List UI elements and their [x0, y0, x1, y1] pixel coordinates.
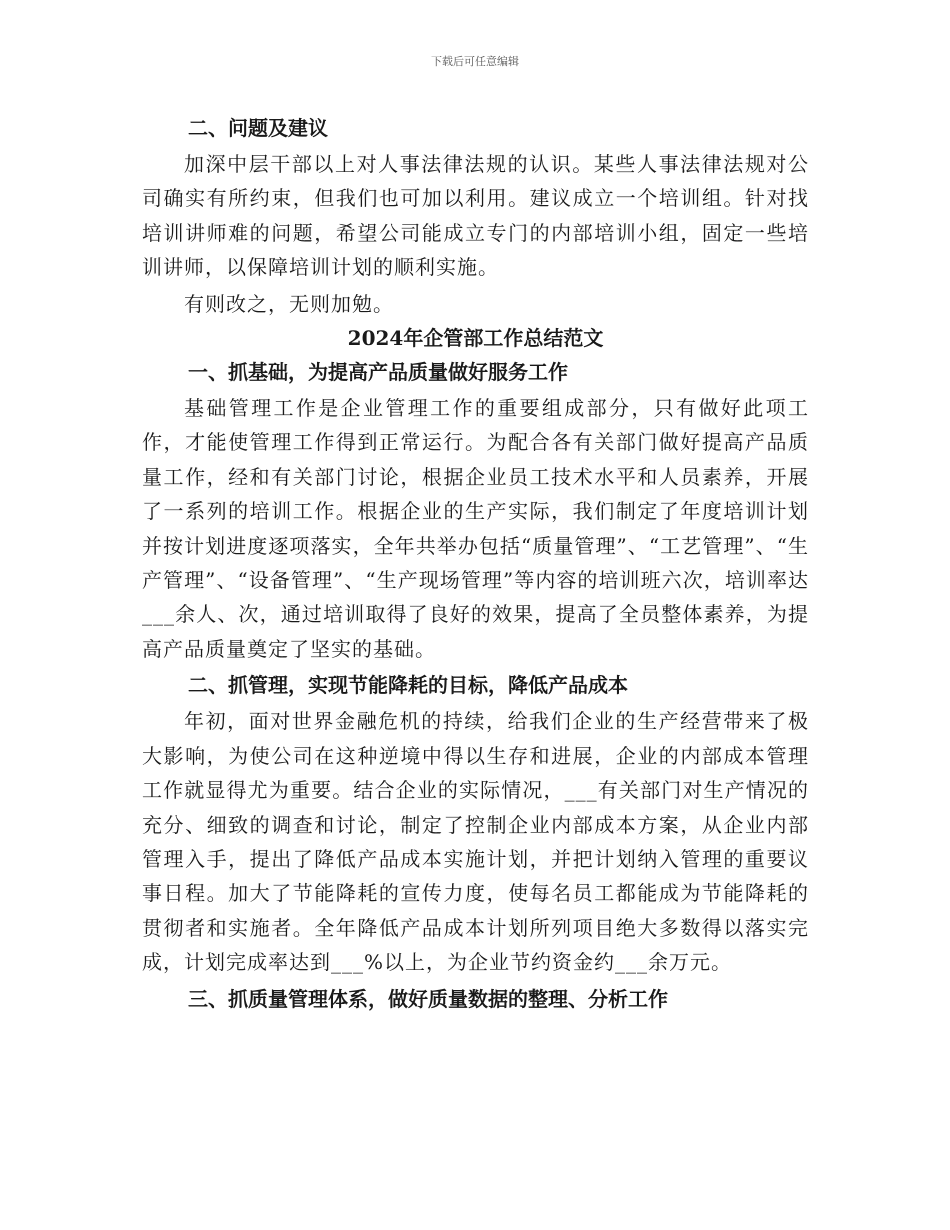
article-title: 2024年企管部工作总结范文: [347, 326, 604, 351]
paragraph-management: 年初，面对世界金融危机的持续，给我们企业的生产经营带来了极大影响，为使公司在这种逆境中得以生存和进展，企业的内部成本管理工作就显得尤为重要。结合企业的实际情况，___有关部门对生产情况的充分、细致的调查和讨论，制定了控制企业内部成本方案，从企业内部管理入手，提出了降低产品成本实施计划，并把计划纳入管理的重要议事日程。加大了节能降耗的宣传力度，使每名员工都能成为节能降耗的贯彻者和实施者。全年降低产品成本计划所列项目绝大多数得以落实完成，计划完成率达到___%以上，为企业节约资金约___余万元。: [142, 709, 809, 975]
section-heading-problems: 二、问题及建议: [188, 116, 328, 140]
section-heading-quality: 三、抓质量管理体系，做好质量数据的整理、分析工作: [188, 986, 668, 1011]
document-body: [142, 111, 809, 1018]
section-heading-management: 二、抓管理，实现节能降耗的目标，降低产品成本: [188, 673, 628, 698]
paragraph-closing: 有则改之，无则加勉。: [184, 291, 394, 316]
section-heading-basics: 一、抓基础，为提高产品质量做好服务工作: [188, 360, 568, 385]
paragraph-basics: 基础管理工作是企业管理工作的重要组成部分，只有做好此项工作，才能使管理工作得到正常运行。为配合各有关部门做好提高产品质量工作，经和有关部门讨论，根据企业员工技术水平和人员素养，开展了一系列的培训工作。根据企业的生产实际，我们制定了年度培训计划并按计划进度逐项落实，全年共举办包括“质量管理”、“工艺管理”、“生产管理”、“设备管理”、“生产现场管理”等内容的培训班六次，培训率达___余人、次，通过培训取得了良好的效果，提高了全员整体素养，为提高产品质量奠定了坚实的基础。: [142, 396, 809, 661]
paragraph-suggestions: 加深中层干部以上对人事法律法规的认识。某些人事法律法规对公司确实有所约束，但我们也可加以利用。建议成立一个培训组。针对找培训讲师难的问题，希望公司能成立专门的内部培训小组，固定一些培训讲师，以保障培训计划的顺利实施。: [142, 152, 809, 280]
page-watermark: 下载后可任意编辑: [431, 55, 519, 68]
